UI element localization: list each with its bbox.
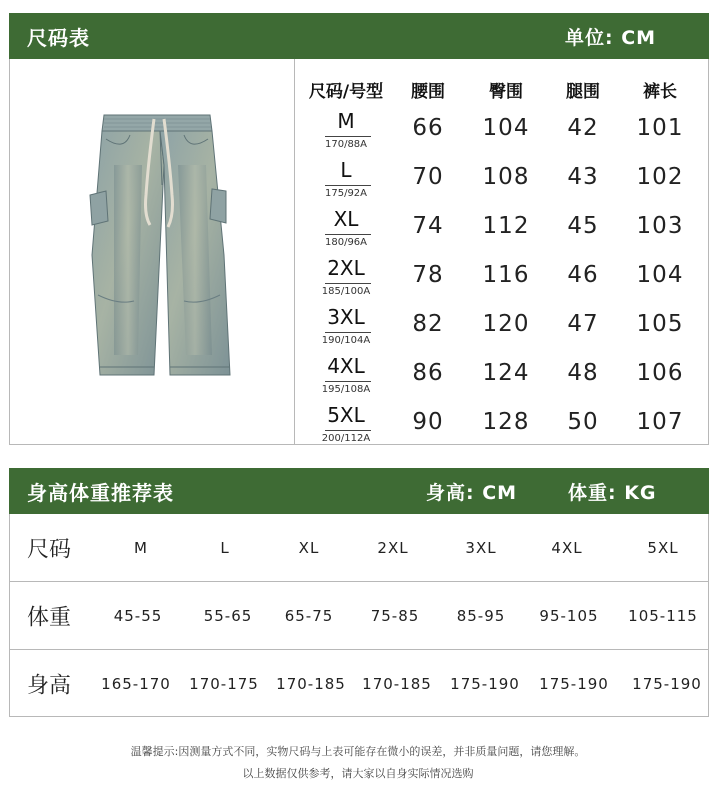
size-row	[10, 109, 710, 158]
hip-value: 108	[482, 164, 530, 190]
thigh-value: 50	[567, 409, 599, 435]
size-chart-unit: 单位: CM	[565, 26, 657, 49]
size-code: 190/104A	[321, 335, 371, 346]
recommend-banner	[9, 468, 709, 514]
waist-value: 82	[412, 311, 444, 337]
length-value: 107	[636, 409, 684, 435]
waist-value: 70	[412, 164, 444, 190]
table-cell: 105-115	[628, 606, 698, 625]
size-divider	[325, 185, 371, 186]
size-divider	[325, 136, 371, 137]
header-hip: 臀围	[489, 82, 523, 102]
waist-value: 78	[412, 262, 444, 288]
length-value: 104	[636, 262, 684, 288]
size-code: 200/112A	[321, 433, 371, 444]
size-row	[10, 158, 710, 207]
thigh-value: 46	[567, 262, 599, 288]
row-label: 尺码	[27, 537, 72, 562]
hip-value: 120	[482, 311, 530, 337]
thigh-value: 43	[567, 164, 599, 190]
length-value: 105	[636, 311, 684, 337]
header-thigh: 腿围	[566, 82, 600, 102]
hip-value: 124	[482, 360, 530, 386]
table-cell: 170-175	[189, 674, 259, 693]
length-value: 102	[636, 164, 684, 190]
table-cell: 170-185	[362, 674, 432, 693]
table-cell: 5XL	[647, 538, 679, 557]
size-code: 180/96A	[324, 237, 368, 248]
size-code: 170/88A	[324, 139, 368, 150]
recommend-title: 身高体重推荐表	[27, 480, 174, 505]
table-cell: 175-190	[450, 674, 520, 693]
size-label: 5XL	[327, 403, 365, 427]
table-cell: M	[134, 538, 148, 557]
size-row	[10, 305, 710, 354]
row-label: 体重	[27, 605, 72, 630]
size-row	[10, 256, 710, 305]
tip-note: 温馨提示:因测量方式不同，实物尺码与上表可能存在微小的误差，并非质量问题，请您理解。	[130, 745, 586, 758]
table-cell: XL	[298, 538, 320, 557]
header-length: 裤长	[643, 82, 677, 102]
hip-value: 104	[482, 115, 530, 141]
length-value: 106	[636, 360, 684, 386]
size-divider	[325, 430, 371, 431]
table-cell: 175-190	[539, 674, 609, 693]
table-cell: L	[220, 538, 230, 557]
size-label: 3XL	[327, 305, 365, 329]
table-cell: 165-170	[101, 674, 171, 693]
size-divider	[325, 234, 371, 235]
size-label: 2XL	[327, 256, 365, 280]
recommend-row-size	[10, 514, 708, 582]
recommend-table	[9, 514, 709, 717]
thigh-value: 42	[567, 115, 599, 141]
recommend-row-height	[10, 650, 708, 717]
size-label: 4XL	[327, 354, 365, 378]
table-cell: 175-190	[632, 674, 702, 693]
size-code: 185/100A	[321, 286, 371, 297]
table-cell: 170-185	[276, 674, 346, 693]
table-cell: 4XL	[551, 538, 583, 557]
hip-value: 128	[482, 409, 530, 435]
thigh-value: 47	[567, 311, 599, 337]
size-chart-title: 尺码表	[27, 25, 90, 50]
disclaimer-note: 以上数据仅供参考，请大家以自身实际情况选购	[242, 767, 474, 780]
hip-value: 112	[482, 213, 530, 239]
size-chart-table	[9, 59, 709, 445]
header-waist: 腰围	[411, 82, 445, 102]
size-chart-banner	[9, 13, 709, 59]
size-row	[10, 354, 710, 403]
size-divider	[325, 332, 371, 333]
size-code: 175/92A	[324, 188, 368, 199]
table-cell: 95-105	[539, 606, 599, 625]
table-cell: 45-55	[113, 606, 163, 625]
size-code: 195/108A	[321, 384, 371, 395]
size-row	[10, 207, 710, 256]
length-value: 101	[636, 115, 684, 141]
thigh-value: 48	[567, 360, 599, 386]
waist-value: 86	[412, 360, 444, 386]
height-unit: 身高: CM	[426, 481, 518, 504]
table-cell: 85-95	[456, 606, 506, 625]
size-divider	[325, 283, 371, 284]
size-label: M	[337, 109, 355, 133]
table-cell: 75-85	[370, 606, 420, 625]
table-cell: 3XL	[465, 538, 497, 557]
size-label: L	[340, 158, 352, 182]
table-cell: 2XL	[377, 538, 409, 557]
table-cell: 55-65	[203, 606, 253, 625]
size-divider	[325, 381, 371, 382]
waist-value: 66	[412, 115, 444, 141]
size-row	[10, 403, 710, 452]
waist-value: 74	[412, 213, 444, 239]
table-cell: 65-75	[284, 606, 334, 625]
row-label: 身高	[27, 673, 72, 698]
recommend-row-weight	[10, 582, 708, 650]
length-value: 103	[636, 213, 684, 239]
header-size: 尺码/号型	[308, 82, 384, 102]
hip-value: 116	[482, 262, 530, 288]
size-label: XL	[333, 207, 359, 231]
thigh-value: 45	[567, 213, 599, 239]
waist-value: 90	[412, 409, 444, 435]
weight-unit: 体重: KG	[568, 481, 657, 504]
